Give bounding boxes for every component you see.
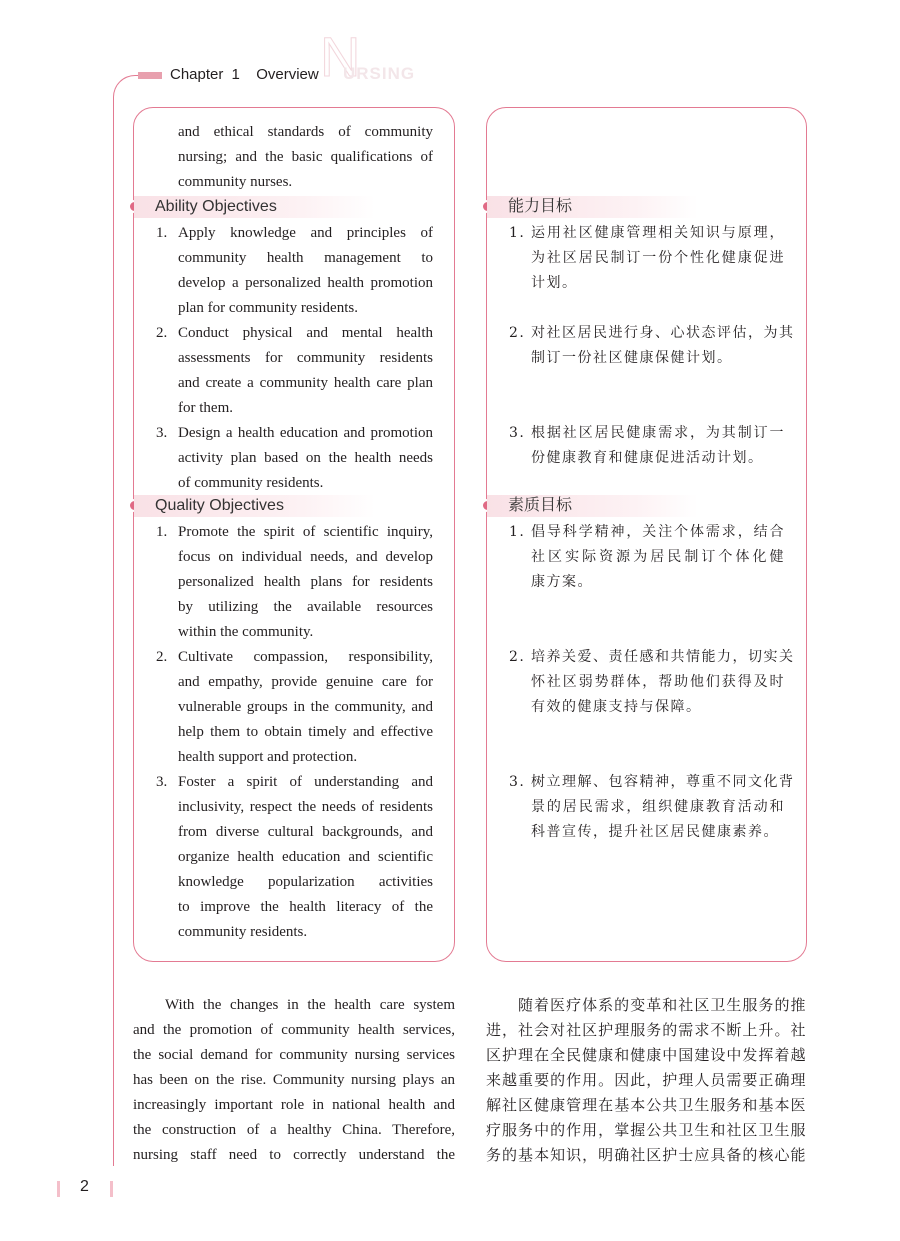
- item-text-line: 怀社区弱势群体，帮助他们获得及时: [531, 674, 785, 690]
- text-line: nursing; and the basic qualifications of: [178, 149, 433, 165]
- body-line-zh: 随着医疗体系的变革和社区卫生服务的推: [518, 996, 806, 1014]
- body-line-zh: 来越重要的作用。因此，护理人员需要正确理: [486, 1071, 806, 1089]
- item-text-line: organize health education and scientific: [178, 849, 433, 865]
- item-text-line: 根据社区居民健康需求，为其制订一: [531, 425, 785, 441]
- item-number: 2.: [509, 649, 526, 665]
- body-line-zh: 进，社会对社区护理服务的需求不断上升。社: [486, 1021, 806, 1039]
- body-line-en: the social demand for community nursing services: [133, 1047, 455, 1063]
- item-text-line: 倡导科学精神，关注个体需求，结合: [531, 524, 785, 540]
- item-text-line: 有效的健康支持与保障。: [531, 699, 702, 715]
- item-text-line: 制订一份社区健康保健计划。: [531, 350, 733, 366]
- document-page: Chapter 1 Overview N URSING and ethical standards of community nursing; and the basic qualifications of community nurses. Ability Objectives 1. Apply knowledge and principles of community health management to develop a personalized health promotion plan for community residents. 2. Conduct physical and mental health assessments for community residents and create a community health care plan for them. 3. Design a health education and promotion activity plan based on the health needs of community residents. Quality Objectives 1. Promote the spirit of scientific inquiry, focus on individual needs, and develop personalized health plans for residents by utilizing the available resources within the community. 2. Cultivate compassion, responsibility, and empathy, provide genuine care for vulnerable groups in the community, and help them to obtain timely and effective health support and protection. 3. Foster a spirit of understanding and inclusivity, respect the needs of residents from diverse cultural backgrounds, and organize health education and scientific knowledge popularization activities to improve the health literacy of the community residents. 能力目标 1. 运用社区健康管理相关知识与原理， 为社区居民制订一份个性化健康促进 计划。 2. 对社区居民进行身、心状态评估，为其 制订一份社区健康保健计划。 3. 根据社区居民健康需求，为其制订一 份健康教育和健康促进活动计划。 素质目标 1. 倡导科学精神，关注个体需求，结合 社区实际资源为居民制订个体化健 康方案。 2. 培养关爱、责任感和共情能力，切实关 怀社区弱势群体，帮助他们获得及时 有效的健康支持与保障。 3. 树立理解、包容精神，尊重不同文化背 景的居民需求，组织健康教育活动和 科普宣传，提升社区居民健康素养。 With the changes in the health care system and the promotion of community health services, the social demand for community nursing services has been on the rise. Community nursing plays an increasingly important role in national health and the construction of a healthy China. Therefore, nursing staff need to correctly understand the 随着医疗体系的变革和社区卫生服务的推 进，社会对社区护理服务的需求不断上升。社 区护理在全民健康和健康中国建设中发挥着越 来越重要的作用。因此，护理人员需要正确理 解社区健康管理在基本公共卫生服务和基本医 疗服务中的作用，掌握公共卫生和社区卫生服 务的基本知识，明确社区护士应具备的核心能 2: [0, 0, 900, 1241]
- item-text-line: 计划。: [531, 275, 578, 291]
- item-number: 2.: [156, 649, 168, 665]
- item-number: 2.: [509, 325, 526, 341]
- item-number: 3.: [509, 774, 526, 790]
- item-text-line: plan for community residents.: [178, 300, 358, 316]
- item-text-line: Cultivate compassion, responsibility,: [178, 649, 433, 665]
- item-text-line: 树立理解、包容精神，尊重不同文化背: [531, 774, 795, 790]
- item-text-line: 景的居民需求，组织健康教育活动和: [531, 799, 785, 815]
- item-text-line: assessments for community residents: [178, 350, 433, 366]
- chapter-label: Chapter 1: [170, 66, 240, 83]
- item-text-line: 科普宣传，提升社区居民健康素养。: [531, 824, 779, 840]
- body-line-en: the construction of a healthy China. Therefore,: [133, 1122, 455, 1138]
- item-text-line: 份健康教育和健康促进活动计划。: [531, 450, 764, 466]
- item-text-line: Design a health education and promotion: [178, 425, 433, 441]
- item-text-line: Foster a spirit of understanding and: [178, 774, 433, 790]
- item-text-line: activity plan based on the health needs: [178, 450, 433, 466]
- body-line-en: With the changes in the health care system: [165, 997, 455, 1013]
- body-line-en: and the promotion of community health services,: [133, 1022, 455, 1038]
- item-number: 1.: [509, 225, 526, 241]
- item-text-line: 培养关爱、责任感和共情能力，切实关: [531, 649, 795, 665]
- item-number: 3.: [156, 425, 168, 441]
- item-text-line: Conduct physical and mental health: [178, 325, 433, 341]
- body-line-zh: 解社区健康管理在基本公共卫生服务和基本医: [486, 1096, 806, 1114]
- running-header: [170, 66, 319, 83]
- item-number: 1.: [509, 524, 526, 540]
- item-text-line: for them.: [178, 400, 233, 416]
- item-text-line: from diverse cultural backgrounds, and: [178, 824, 433, 840]
- item-text-line: and create a community health care plan: [178, 375, 433, 391]
- item-text-line: Apply knowledge and principles of: [178, 225, 433, 241]
- chapter-title: Overview: [256, 66, 319, 83]
- page-number-tick: [110, 1181, 113, 1197]
- item-text-line: Promote the spirit of scientific inquiry,: [178, 524, 433, 540]
- item-text-line: focus on individual needs, and develop: [178, 549, 433, 565]
- body-line-en: nursing staff need to correctly understand the: [133, 1147, 455, 1163]
- section-heading: Quality Objectives: [134, 495, 375, 517]
- item-text-line: knowledge popularization activities: [178, 874, 433, 890]
- item-text-line: develop a personalized health promotion: [178, 275, 433, 291]
- text-line: and ethical standards of community: [178, 124, 433, 140]
- body-line-zh: 疗服务中的作用，掌握公共卫生和社区卫生服: [486, 1121, 806, 1139]
- item-text-line: inclusivity, respect the needs of residents: [178, 799, 433, 815]
- page-number: 2: [80, 1178, 89, 1195]
- item-text-line: 对社区居民进行身、心状态评估，为其: [531, 325, 795, 341]
- item-text-line: vulnerable groups in the community, and: [178, 699, 433, 715]
- item-number: 3.: [509, 425, 526, 441]
- item-text-line: community residents.: [178, 924, 308, 940]
- body-line-en: has been on the rise. Community nursing plays an: [133, 1072, 455, 1088]
- section-heading: Ability Objectives: [134, 196, 375, 218]
- item-number: 1.: [156, 524, 168, 540]
- item-text-line: community health management to: [178, 250, 433, 266]
- item-text-line: health support and protection.: [178, 749, 358, 765]
- section-heading: 能力目标: [487, 196, 698, 218]
- item-text-line: personalized health plans for residents: [178, 574, 433, 590]
- item-text-line: by utilizing the available resources: [178, 599, 433, 615]
- item-text-line: 康方案。: [531, 574, 593, 590]
- body-line-zh: 务的基本知识，明确社区护士应具备的核心能: [486, 1146, 806, 1164]
- page-number-tick: [57, 1181, 60, 1197]
- item-number: 3.: [156, 774, 168, 790]
- item-number: 2.: [156, 325, 168, 341]
- body-line-en: increasingly important role in national health and: [133, 1097, 455, 1113]
- item-text-line: and empathy, provide genuine care for: [178, 674, 433, 690]
- header-accent-bar: [138, 72, 162, 79]
- item-text-line: help them to obtain timely and effective: [178, 724, 433, 740]
- item-text-line: 运用社区健康管理相关知识与原理，: [531, 225, 785, 241]
- item-number: 1.: [156, 225, 168, 241]
- item-text-line: within the community.: [178, 624, 314, 640]
- section-heading: 素质目标: [487, 495, 698, 517]
- body-line-zh: 区护理在全民健康和健康中国建设中发挥着越: [486, 1046, 806, 1064]
- item-text-line: to improve the health literacy of the: [178, 899, 433, 915]
- item-text-line: of community residents.: [178, 475, 324, 491]
- item-text-line: 为社区居民制订一份个性化健康促进: [531, 250, 785, 266]
- item-text-line: 社区实际资源为居民制订个体化健: [531, 549, 785, 565]
- text-line: community nurses.: [178, 174, 293, 190]
